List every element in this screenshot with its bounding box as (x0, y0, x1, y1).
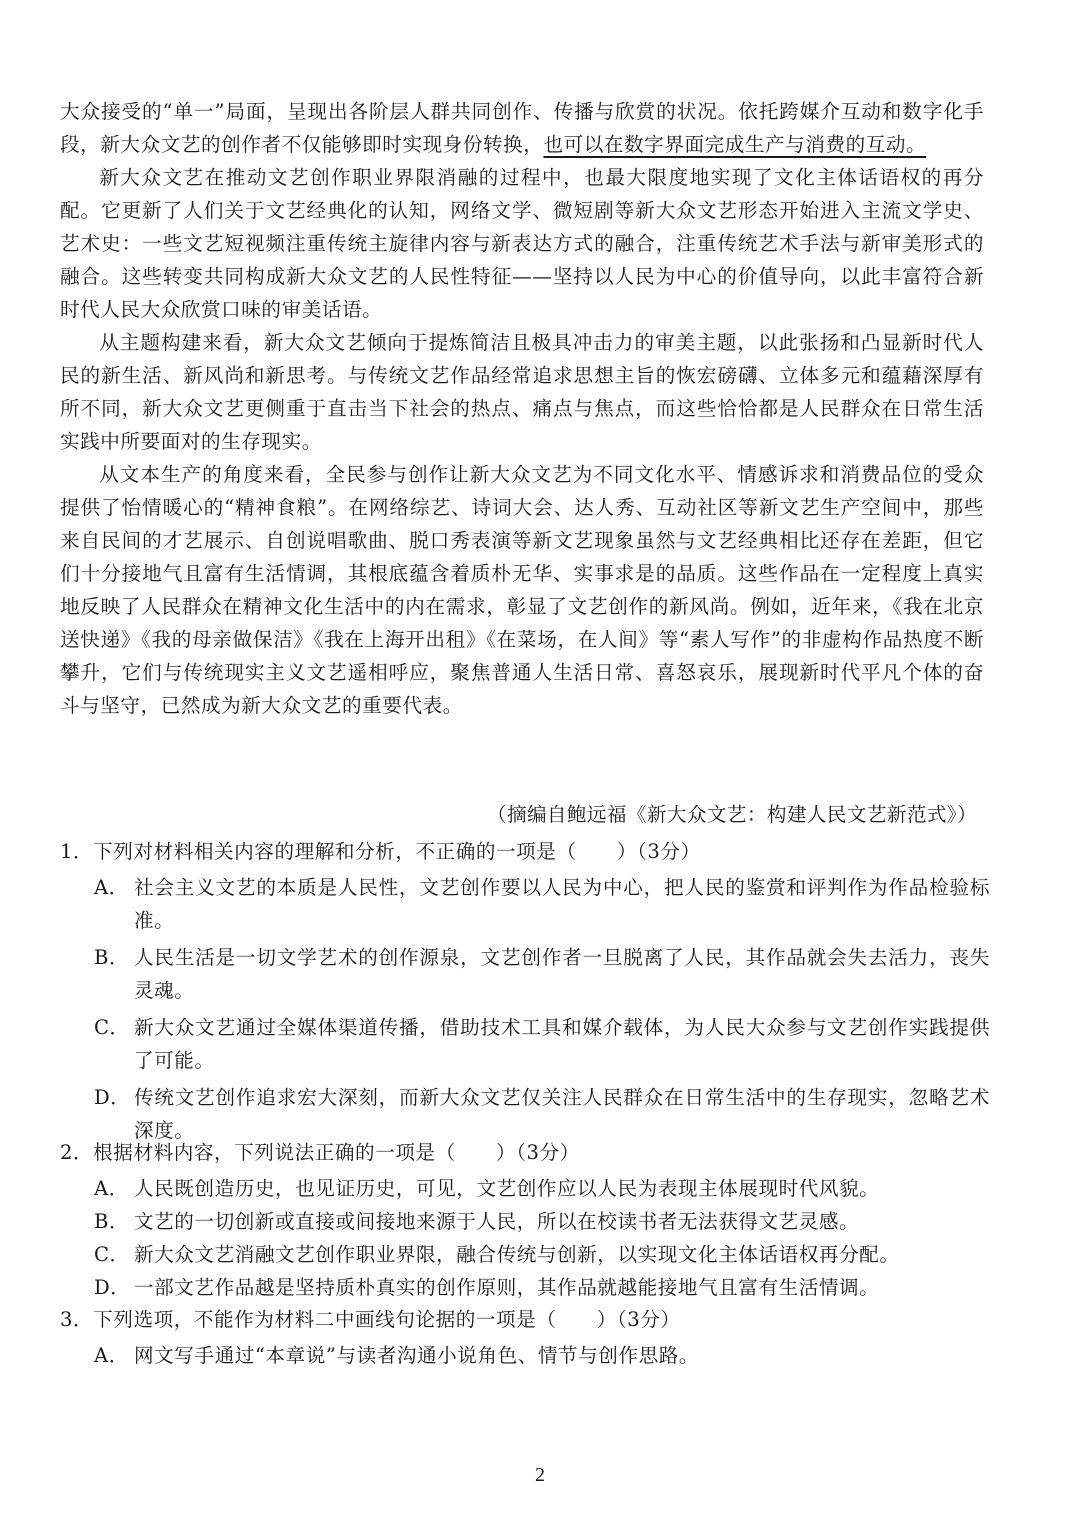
option-label: A． (94, 1177, 129, 1200)
question-1-option-b[interactable] (60, 941, 990, 1007)
question-1-stem: 1．下列对材料相关内容的理解和分析，不正确的一项是（ ）（3分） (60, 840, 701, 863)
paragraph-1-text: 大众接受的“单一”局面，呈现出各阶层人群共同创作、传播与欣赏的状况。依托跨媒介互动和数字化手段，新大众文艺的创作者不仅能够即时实现身份转换， (60, 100, 984, 156)
option-label: C． (94, 1243, 130, 1266)
passage (60, 95, 984, 722)
option-text: 人民生活是一切文学艺术的创作源泉，文艺创作者一旦脱离了人民，其作品就会失去活力，丧失灵魂。 (134, 946, 990, 1002)
page-number: 2 (535, 1464, 545, 1486)
option-text: 新大众文艺通过全媒体渠道传播，借助技术工具和媒介载体，为人民大众参与文艺创作实践提供了可能。 (134, 1016, 990, 1072)
question-2-option-c[interactable] (60, 1238, 990, 1271)
question-2-stem: 2．根据材料内容，下列说法正确的一项是（ ）（3分） (60, 1141, 580, 1164)
passage-paragraph-1 (60, 95, 984, 161)
passage-paragraph-3: 从主题构建来看，新大众文艺倾向于提炼简洁且极具冲击力的审美主题，以此张扬和凸显新时代人民的新生活、新风尚和新思考。与传统文艺作品经常追求思想主旨的恢宏磅礴、立体多元和蕴藉深厚有所不同，新大众文艺更侧重于直击当下社会的热点、痛点与焦点，而这些恰恰都是人民群众在日常生活实践中所要面对的生存现实。 (60, 331, 984, 453)
question-2-option-a[interactable] (60, 1172, 990, 1205)
option-label: B． (94, 946, 130, 969)
source-citation: （摘编自鲍远福《新大众文艺：构建人民文艺新范式》） (486, 803, 977, 826)
question-1 (60, 835, 990, 1147)
option-text: 传统文艺创作追求宏大深刻，而新大众文艺仅关注人民群众在日常生活中的生存现实，忽略艺术深度。 (134, 1086, 990, 1142)
question-3 (60, 1303, 990, 1372)
question-2-option-d[interactable] (60, 1271, 990, 1304)
option-label: D． (94, 1276, 131, 1299)
option-text: 新大众文艺消融文艺创作职业界限，融合传统与创新，以实现文化主体话语权再分配。 (134, 1243, 900, 1266)
question-1-option-a[interactable] (60, 871, 990, 937)
passage-paragraph-4: 从文本生产的角度来看，全民参与创作让新大众文艺为不同文化水平、情感诉求和消费品位的受众提供了怡情暖心的“精神食粮”。在网络综艺、诗词大会、达人秀、互动社区等新文艺生产空间中，那些来自民间的才艺展示、自创说唱歌曲、脱口秀表演等新文艺现象虽然与文艺经典相比还存在差距，但它们十分接地气且富有生活情调，其根底蕴含着质朴无华、实事求是的品质。这些作品在一定程度上真实地反映了人民群众在精神文化生活中的内在需求，彰显了文艺创作的新风尚。例如，近年来，《我在北京送快递》《我的母亲做保洁》《我在上海开出租》《在菜场，在人间》等“素人写作”的非虚构作品热度不断攀升，它们与传统现实主义文艺遥相呼应，聚焦普通人生活日常、喜怒哀乐，展现新时代平凡个体的奋斗与坚守，已然成为新大众文艺的重要代表。 (60, 463, 984, 717)
option-label: B． (94, 1210, 130, 1233)
option-label: A． (94, 1344, 129, 1367)
question-3-stem: 3．下列选项，不能作为材料二中画线句论据的一项是（ ）（3分） (60, 1308, 681, 1331)
option-text: 一部文艺作品越是坚持质朴真实的创作原则，其作品就越能接地气且富有生活情调。 (134, 1276, 880, 1299)
option-text: 网文写手通过“本章说”与读者沟通小说角色、情节与创作思路。 (134, 1344, 700, 1367)
question-2-option-b[interactable] (60, 1205, 990, 1238)
question-3-option-a[interactable] (60, 1339, 990, 1372)
option-label: C． (94, 1016, 130, 1039)
passage-paragraph-2: 新大众文艺在推动文艺创作职业界限消融的过程中，也最大限度地实现了文化主体话语权的再分配。它更新了人们关于文艺经典化的认知，网络文学、微短剧等新大众文艺形态开始进入主流文学史、艺术史：一些文艺短视频注重传统主旋律内容与新表达方式的融合，注重传统艺术手法与新审美形式的融合。这些转变共同构成新大众文艺的人民性特征——坚持以人民为中心的价值导向，以此丰富符合新时代人民大众欣赏口味的审美话语。 (60, 166, 984, 321)
question-1-option-c[interactable] (60, 1011, 990, 1077)
question-2 (60, 1136, 990, 1304)
option-label: A． (94, 876, 129, 899)
option-label: D． (94, 1086, 131, 1109)
underlined-sentence: 也可以在数字界面完成生产与消费的互动。 (543, 133, 927, 156)
option-text: 社会主义文艺的本质是人民性，文艺创作要以人民为中心，把人民的鉴赏和评判作为作品检验标准。 (134, 876, 990, 932)
option-text: 文艺的一切创新或直接或间接地来源于人民，所以在校读书者无法获得文艺灵感。 (134, 1210, 860, 1233)
option-text: 人民既创造历史，也见证历史，可见，文艺创作应以人民为表现主体展现时代风貌。 (134, 1177, 880, 1200)
